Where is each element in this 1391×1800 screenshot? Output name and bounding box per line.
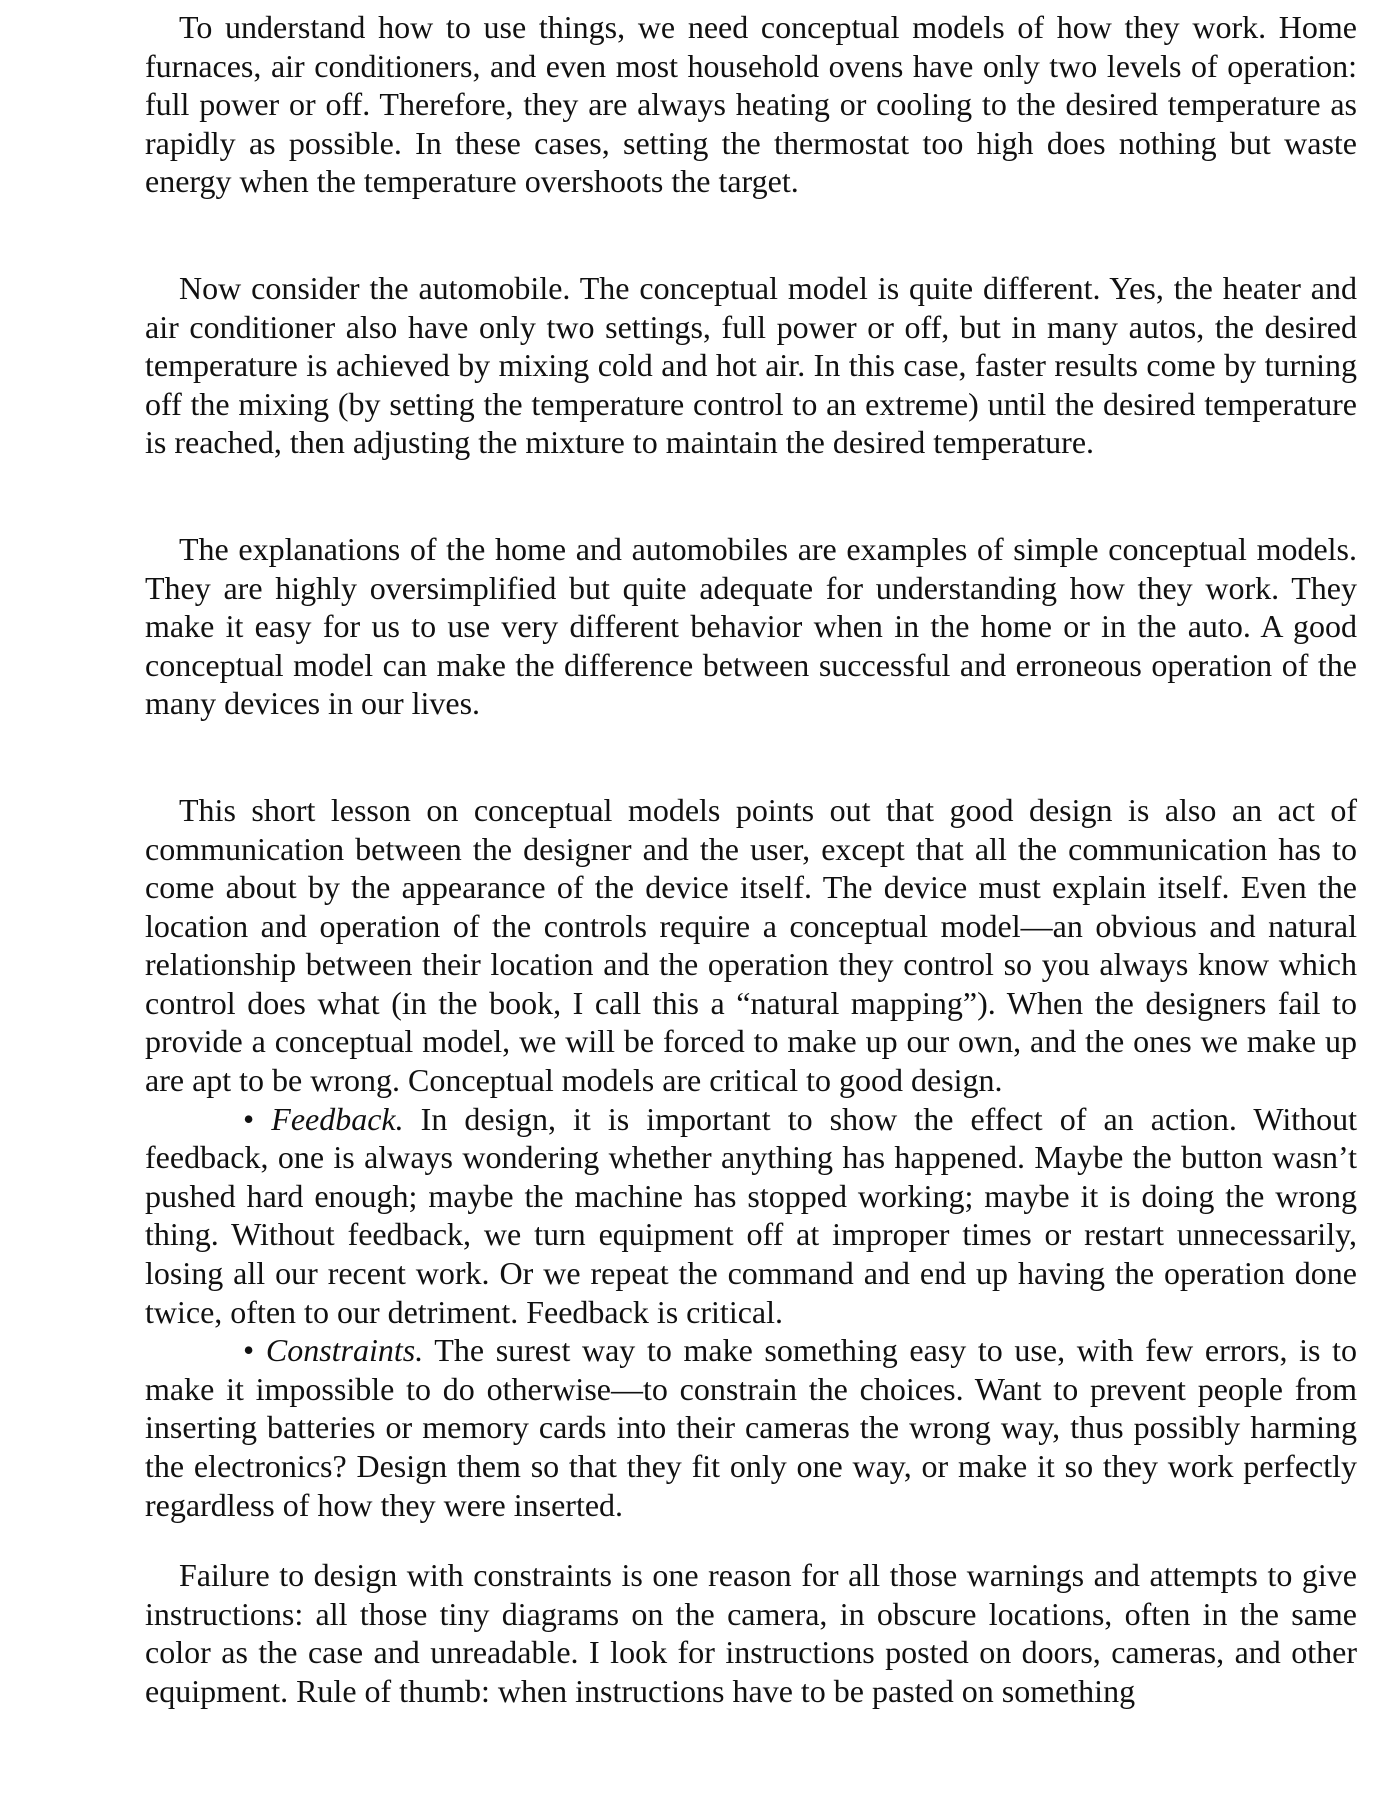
paragraph-automobile: Now consider the automobile. The conceptual model is quite different. Yes, the heater and air conditioner also have only two settings, full power or off, but in many autos, the desired temperature is achieved by mixing cold and hot air. In this case, faster results come by turning off the mixing (by setting the temperature control to an extreme) until the desired temperature is reached, then adjusting the mixture to maintain the desired temperature. [145,269,1357,461]
paragraph-explanations: The explanations of the home and automobiles are examples of simple conceptual models. They are highly oversimplified but quite adequate for understanding how they work. They make it easy for us to use very different behavior when in the home or in the auto. A good conceptual model can make the difference between successful and erroneous operation of the many devices in our lives. [145,530,1357,722]
paragraph-furnaces: To understand how to use things, we need conceptual models of how they work. Home furnaces, air conditioners, and even most household ovens have only two levels of operation: full power or off. Therefore, they are always heating or cooling to the desired temperature as rapidly as possible. In these cases, setting the thermostat too high does nothing but waste energy when the temperature overshoots the target. [145,9,1357,200]
bullet-text-feedback: In design, it is important to show the effect of an action. Without feedback, one is always wondering whether anything has happened. Maybe the button wasn’t pushed hard enough; maybe the machine has stopped working; maybe it is doing the wrong thing. Without feedback, we turn equipment off at improper times or restart unnecessarily, losing all our recent work. Or we repeat the command and end up having the operation done twice, often to our detriment. Feedback is critical. [145,1100,1358,1330]
bullet-constraints [145,1331,1357,1524]
bullet-text-constraints: The surest way to make something easy to use, with few errors, is to make it impossible to do otherwise—to constrain the choices. Want to prevent people from inserting batteries or memory cards into their cameras the wrong way, thus possibly harming the electronics? Design them so that they fit only one way, or make it so they work perfectly regardless of how they were inserted. [145,1332,1358,1523]
bullet-marker: • [243,1332,255,1369]
bullet-marker: • [243,1100,255,1137]
bullet-feedback [145,1100,1357,1332]
paragraph-communication: This short lesson on conceptual models points out that good design is also an act of communication between the designer and the user, except that all the communication has to come about by the appearance of the device itself. The device must explain itself. Even the location and operation of the controls require a conceptual model—an obvious and natural relationship between their location and the operation they control so you always know which control does what (in the book, I call this a “natural mapping”). When the designers fail to provide a conceptual model, we will be forced to make up our own, and the ones we make up are apt to be wrong. Conceptual models are critical to good design. [145,791,1357,1099]
document-page [145,8,1357,1711]
bullet-term-feedback: Feedback. [271,1100,404,1137]
bullet-term-constraints: Constraints. [265,1332,424,1369]
paragraph-failure: Failure to design with constraints is one reason for all those warnings and attempts to give instructions: all those tiny diagrams on the camera, in obscure locations, often in the same color as the case and unreadable. I look for instructions posted on doors, cameras, and other equipment. Rule of thumb: when instructions have to be pasted on something [145,1557,1357,1709]
